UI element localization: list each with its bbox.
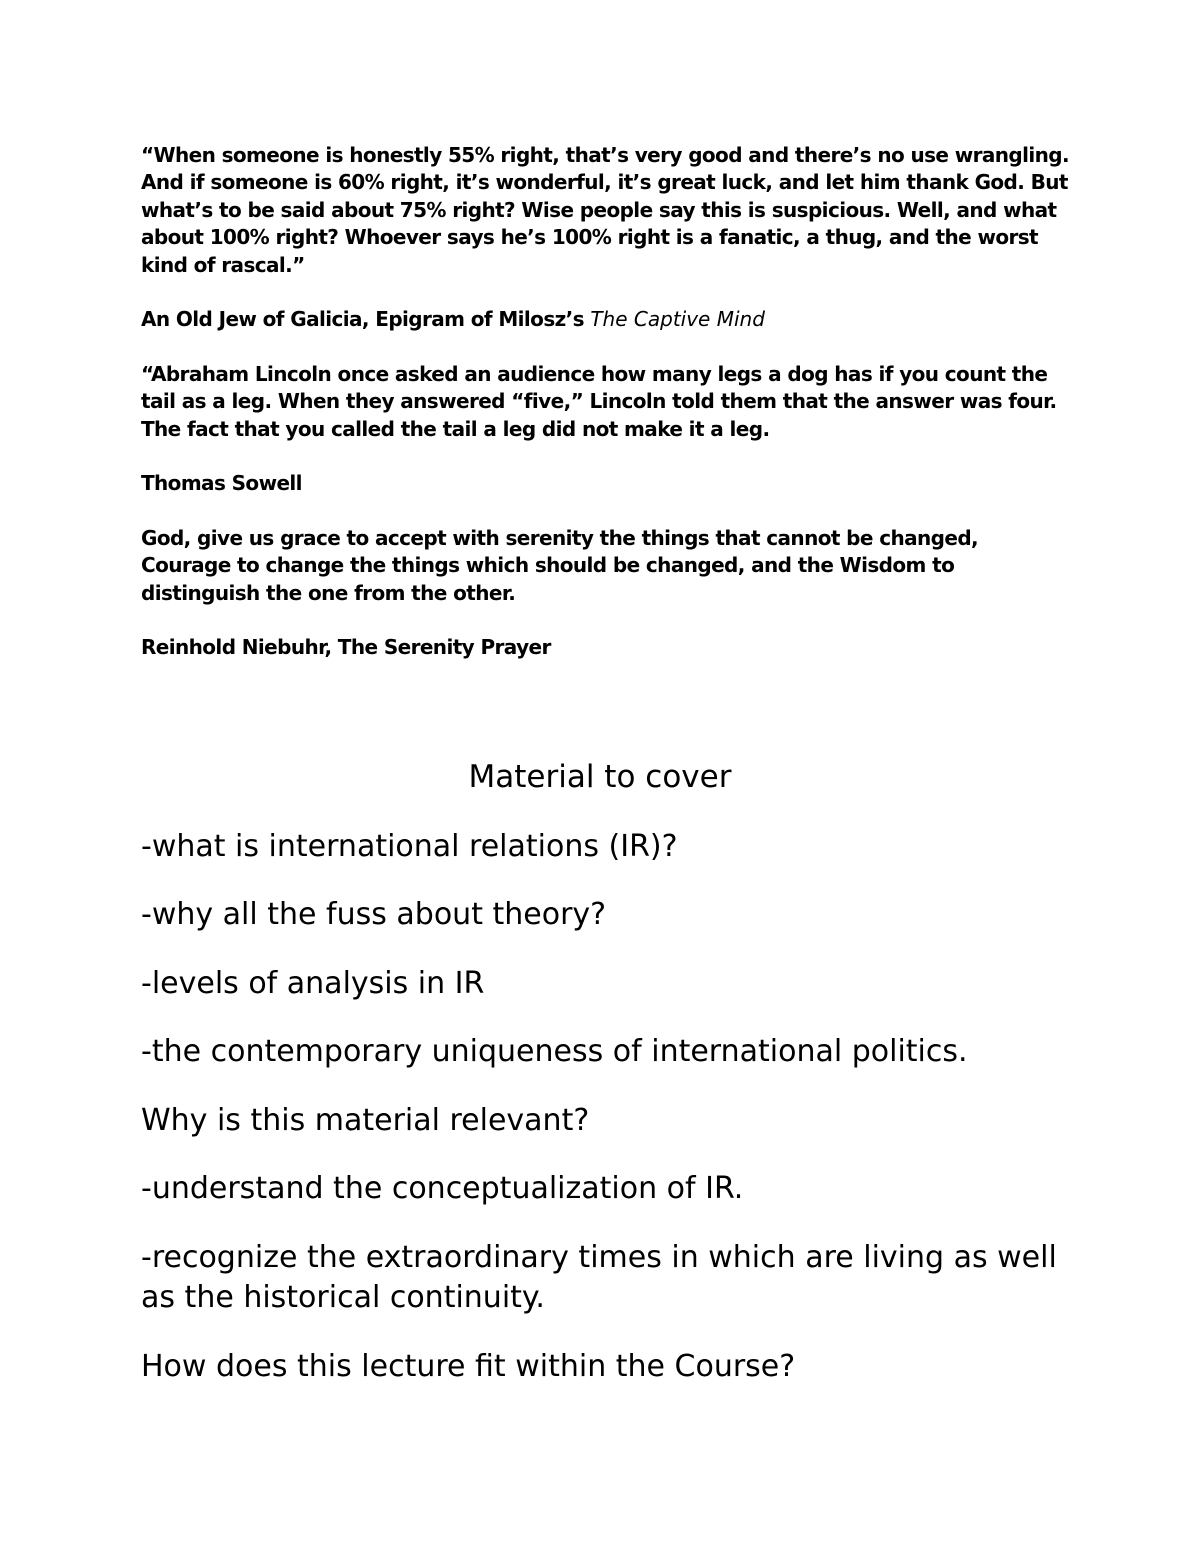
material-item-ir: -what is international relations (IR)? bbox=[141, 829, 678, 864]
quote-lincoln: “Abraham Lincoln once asked an audience how many legs a dog has if you count the tail as a leg. When they answered “five,” Lincoln told them that the answer was four. The fact that you called the tail a leg did not make it a leg. bbox=[141, 362, 1057, 441]
attribution-milosz-prefix: An Old Jew of Galicia, Epigram of Milosz’s bbox=[141, 307, 591, 331]
material-item-theory: -why all the fuss about theory? bbox=[141, 897, 607, 932]
relevance-item-times: -recognize the extraordinary times in which are living as well as the historical continuity. bbox=[141, 1240, 1057, 1315]
material-item-uniqueness: -the contemporary uniqueness of international politics. bbox=[141, 1034, 968, 1069]
quote-milosz: “When someone is honestly 55% right, that’s very good and there’s no use wrangling. And if someone is 60% right, it’s wonderful, it’s great luck, and let him thank God. But what’s to be said about 75% right? Wise people say this is suspicious. Well, and what about 100% right? Whoever says he’s 100% right is a fanatic, a thug, and the worst kind of rascal.” bbox=[141, 143, 1070, 277]
attribution-sowell: Thomas Sowell bbox=[141, 471, 302, 495]
relevance-heading: Why is this material relevant? bbox=[141, 1103, 590, 1138]
course-fit-question: How does this lecture fit within the Course? bbox=[141, 1349, 796, 1384]
material-item-levels: -levels of analysis in IR bbox=[141, 966, 485, 1001]
material-heading: Material to cover bbox=[468, 759, 732, 795]
relevance-item-conceptualization: -understand the conceptualization of IR. bbox=[141, 1171, 744, 1206]
attribution-niebuhr: Reinhold Niebuhr, The Serenity Prayer bbox=[141, 635, 551, 659]
quote-serenity: God, give us grace to accept with serenity the things that cannot be changed, Courage to change the things which should be changed, and the Wisdom to distinguish the one from the other. bbox=[141, 526, 979, 605]
attribution-milosz bbox=[141, 306, 1071, 333]
attribution-milosz-title: The Captive Mind bbox=[590, 307, 765, 331]
